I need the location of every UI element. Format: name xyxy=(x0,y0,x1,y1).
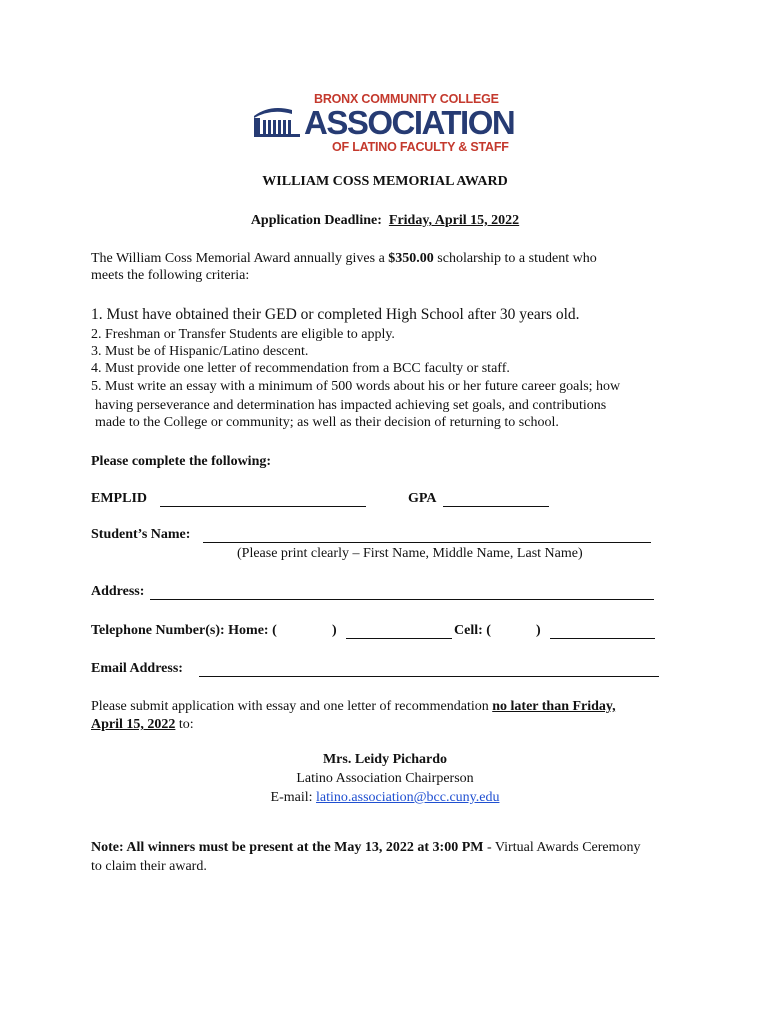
telephone-label: Telephone Number(s): Home: ( xyxy=(91,623,277,638)
submit-line-1 xyxy=(91,699,616,715)
intro-text: The William Coss Memorial Award annually gives a xyxy=(91,251,389,266)
gpa-label: GPA xyxy=(408,491,437,506)
student-name-label: Student’s Name: xyxy=(91,527,191,542)
criteria-item-5-cont-2: made to the College or community; as well as their decision of returning to school. xyxy=(95,415,559,430)
email-field[interactable] xyxy=(199,664,659,677)
contact-name: Mrs. Leidy Pichardo xyxy=(322,752,448,767)
email-label: Email Address: xyxy=(91,661,183,676)
deadline-line xyxy=(0,213,770,229)
intro-line-1 xyxy=(91,251,597,267)
page-title: WILLIAM COSS MEMORIAL AWARD xyxy=(262,174,508,189)
criteria-item-1: 1. Must have obtained their GED or completed High School after 30 years old. xyxy=(91,306,580,323)
award-amount: $350.00 xyxy=(388,251,434,266)
college-building-icon xyxy=(252,104,302,138)
criteria-item-5-cont-1: having perseverance and determination has impacted achieving set goals, and contributions xyxy=(95,398,607,413)
criteria-item-5: 5. Must write an essay with a minimum of 500 words about his or her future career goals; how xyxy=(91,379,621,394)
emplid-label: EMPLID xyxy=(91,491,147,506)
student-name-field[interactable] xyxy=(203,530,651,543)
emplid-field[interactable] xyxy=(160,494,366,507)
contact-email-label: E-mail: xyxy=(270,790,317,805)
submit-text: Please submit application with essay and one letter of recommendation xyxy=(91,699,493,714)
address-label: Address: xyxy=(91,584,145,599)
note-line-1 xyxy=(91,840,641,856)
criteria-item-3: 3. Must be of Hispanic/Latino descent. xyxy=(91,344,309,359)
submit-deadline-part-2: April 15, 2022 xyxy=(91,717,176,732)
contact-email-link[interactable]: latino.association@bcc.cuny.edu xyxy=(316,790,500,805)
cell-paren-close: ) xyxy=(536,623,541,638)
criteria-item-2: 2. Freshman or Transfer Students are eligible to apply. xyxy=(91,327,395,342)
submit-deadline-part-1: no later than Friday, xyxy=(492,699,616,714)
home-paren-close: ) xyxy=(332,623,337,638)
cell-phone-field[interactable] xyxy=(550,626,655,639)
gpa-field[interactable] xyxy=(443,494,549,507)
note-line-2: to claim their award. xyxy=(91,859,207,874)
intro-text-after: scholarship to a student who xyxy=(433,251,597,266)
submit-text-to: to: xyxy=(175,717,194,732)
student-name-hint: (Please print clearly – First Name, Middle Name, Last Name) xyxy=(237,546,583,561)
deadline-label: Application Deadline: xyxy=(250,213,382,228)
logo-line-college: BRONX COMMUNITY COLLEGE xyxy=(314,92,499,106)
note-bold: Note: All winners must be present at the May 13, 2022 at 3:00 PM xyxy=(91,840,484,855)
home-phone-field[interactable] xyxy=(346,626,452,639)
logo-line-association: ASSOCIATION xyxy=(304,104,515,141)
contact-role: Latino Association Chairperson xyxy=(296,771,474,786)
address-field[interactable] xyxy=(150,587,654,600)
deadline-date: Friday, April 15, 2022 xyxy=(388,213,520,228)
association-logo xyxy=(252,92,522,158)
intro-line-2: meets the following criteria: xyxy=(91,268,250,283)
cell-label: Cell: ( xyxy=(454,623,491,638)
submit-line-2 xyxy=(91,717,194,733)
note-rest: - Virtual Awards Ceremony xyxy=(483,840,641,855)
form-heading: Please complete the following: xyxy=(91,454,272,469)
logo-line-faculty: OF LATINO FACULTY & STAFF xyxy=(332,140,509,154)
criteria-item-4: 4. Must provide one letter of recommendation from a BCC faculty or staff. xyxy=(91,361,510,376)
contact-email-line xyxy=(0,790,770,806)
